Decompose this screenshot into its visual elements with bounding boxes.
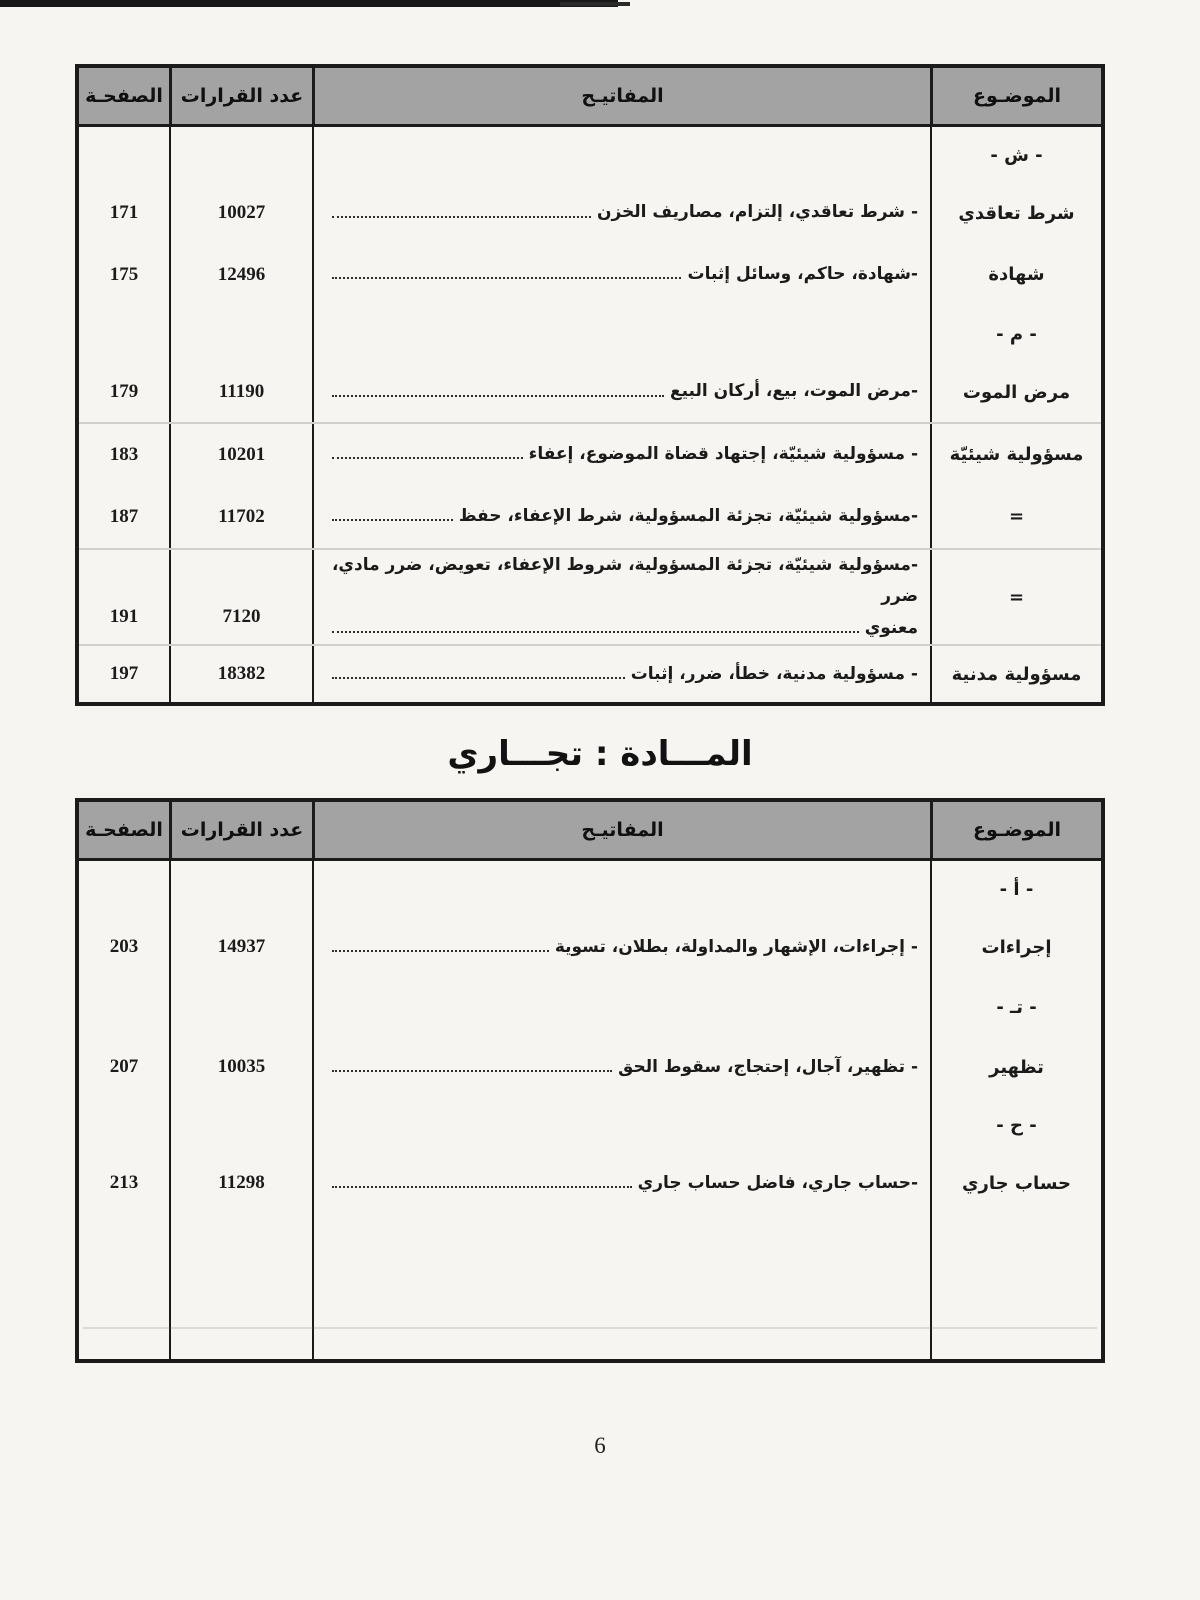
decisions-cell: [169, 977, 312, 1037]
column-header-page: الصفحـة: [85, 85, 163, 107]
dotted-leader: [332, 395, 664, 397]
keys-cell: [312, 861, 930, 917]
table-row: [79, 1037, 1101, 1097]
keys-cell: [312, 1037, 930, 1097]
table-header-row: [79, 68, 1101, 127]
section-letter-label: - م -: [996, 323, 1037, 345]
decisions-cell: [169, 1213, 312, 1359]
table-row: [79, 485, 1101, 548]
keys-text-line1: -مسؤولية شيئيّة، تجزئة المسؤولية، شروط الإعفاء، تعويض، ضرر مادي، ضرر: [331, 555, 918, 607]
page-cell: [79, 1213, 169, 1359]
keys-text-line2: معنوي: [864, 617, 918, 638]
keys-cell: [312, 362, 930, 422]
subject-cell: [930, 243, 1101, 306]
subject-cell: [930, 1213, 1101, 1359]
keys-cell: [312, 550, 930, 644]
table-row: [79, 644, 1101, 702]
page-cell: 175: [109, 263, 139, 285]
decisions-cell: 12496: [169, 243, 312, 306]
keys-text: - مسؤولية شيئيّة، إجتهاد قضاة الموضوع، إعفاء: [528, 443, 918, 464]
table-row: [79, 183, 1101, 243]
subject-label: شهادة: [988, 264, 1045, 285]
subject-cell: [930, 917, 1101, 977]
dotted-leader: [332, 1070, 612, 1072]
page-cell: 191: [109, 606, 139, 628]
keys-cell: [312, 485, 930, 548]
keys-cell: [312, 127, 930, 183]
section-row: [79, 127, 1101, 183]
page-cell: 179: [109, 381, 139, 402]
section-row: [79, 1097, 1101, 1153]
subject-cell: [930, 1037, 1101, 1097]
dotted-leader: [332, 216, 591, 218]
keys-cell: [312, 306, 930, 362]
keys-cell: [312, 917, 930, 977]
decisions-cell: [169, 1097, 312, 1153]
subject-label: مرض الموت: [962, 381, 1071, 403]
decisions-cell: 18382: [169, 646, 312, 702]
section-row: [79, 977, 1101, 1037]
dotted-leader: [332, 677, 625, 679]
subject-cell: [930, 485, 1101, 548]
decisions-cell: 10027: [169, 183, 312, 243]
section-letter-label: - ح -: [996, 1114, 1037, 1136]
keys-text: - تظهير، آجال، إحتجاج، سقوط الحق: [618, 1056, 918, 1077]
page-cell: 187: [109, 505, 139, 527]
dotted-leader: [332, 950, 549, 952]
page-cell: 213: [109, 1172, 139, 1194]
subject-cell: [930, 183, 1101, 243]
table-row: [79, 1153, 1101, 1213]
section-letter: [930, 127, 1101, 183]
keys-text: - إجراءات، الإشهار والمداولة، بطلان، تسوية: [554, 936, 918, 957]
section-letter: [930, 1097, 1101, 1153]
page-cell: [79, 977, 169, 1037]
scan-artifact-strip-2: [560, 2, 630, 6]
decisions-cell: [169, 127, 312, 183]
keys-cell: [312, 977, 930, 1037]
dotted-leader: [332, 631, 859, 633]
decisions-cell: 14937: [169, 917, 312, 977]
column-header-subject: الموضـوع: [930, 802, 1101, 858]
keys-cell: [312, 1097, 930, 1153]
subject-label: إجراءات: [981, 936, 1052, 958]
subject-label: تظهير: [989, 1056, 1044, 1078]
page-cell: 183: [109, 443, 139, 465]
keys-text: -مرض الموت، بيع، أركان البيع: [670, 381, 918, 402]
table-row: [79, 917, 1101, 977]
decisions-cell: [169, 306, 312, 362]
subject-cell: [930, 1153, 1101, 1213]
keys-text: -حساب جاري، فاضل حساب جاري: [637, 1172, 918, 1193]
keys-cell: [312, 1153, 930, 1213]
dotted-leader: [332, 519, 453, 521]
subject-cell: [930, 646, 1101, 702]
section-letter: [930, 306, 1101, 362]
decisions-cell: 10035: [169, 1037, 312, 1097]
scan-artifact-line: [83, 1327, 1097, 1329]
section-letter-label: - ش -: [990, 144, 1043, 166]
page-cell: 207: [109, 1056, 139, 1078]
decisions-cell: [169, 861, 312, 917]
section-letter-label: - تـ -: [996, 996, 1037, 1018]
keys-cell: [312, 1213, 930, 1359]
keys-cell: [312, 424, 930, 485]
page-cell: 171: [109, 202, 139, 223]
index-table-commercial: [75, 798, 1105, 1363]
subject-cell: [930, 550, 1101, 644]
keys-text: -شهادة، حاكم، وسائل إثبات: [687, 263, 918, 284]
empty-table-space: [79, 1213, 1101, 1359]
column-header-subject: الموضـوع: [930, 68, 1101, 124]
subject-label: مسؤولية مدنية: [951, 663, 1082, 685]
table-row: [79, 422, 1101, 485]
column-header-keys: المفاتيـح: [312, 68, 930, 124]
dotted-leader: [332, 1186, 632, 1188]
subject-label: مسؤولية شيئيّة: [949, 444, 1084, 465]
page-cell: [79, 861, 169, 917]
decisions-cell: 7120: [169, 550, 312, 644]
subject-label: =: [1008, 586, 1025, 608]
section-row: [79, 861, 1101, 917]
dotted-leader: [332, 277, 681, 279]
decisions-cell: 10201: [169, 424, 312, 485]
page-cell: 197: [109, 663, 139, 685]
section-letter: [930, 977, 1101, 1037]
page-number: 6: [594, 1433, 606, 1459]
column-header-decisions: عدد القرارات: [169, 802, 312, 858]
keys-cell: [312, 183, 930, 243]
subject-cell: [930, 424, 1101, 485]
decisions-cell: 11190: [169, 362, 312, 422]
section-title-commercial: المـــادة : تجـــاري: [447, 734, 753, 775]
section-row: [79, 306, 1101, 362]
subject-label: شرط تعاقدي: [958, 202, 1075, 224]
subject-label: حساب جاري: [962, 1172, 1071, 1194]
keys-cell: [312, 243, 930, 306]
column-header-decisions: عدد القرارات: [169, 68, 312, 124]
table-row: [79, 362, 1101, 422]
section-letter-label: - أ -: [999, 878, 1034, 900]
table-row: [79, 243, 1101, 306]
page-cell: [79, 127, 169, 183]
section-letter: [930, 861, 1101, 917]
column-header-keys: المفاتيـح: [312, 802, 930, 858]
subject-cell: [930, 362, 1101, 422]
page-cell: [79, 306, 169, 362]
table-header-row: [79, 802, 1101, 861]
scan-artifact-strip: [0, 0, 618, 7]
table-row: [79, 548, 1101, 644]
decisions-cell: 11702: [169, 485, 312, 548]
keys-text: - شرط تعاقدي، إلتزام، مصاريف الخزن: [596, 202, 918, 223]
page-cell: 203: [109, 936, 139, 958]
keys-text: -مسؤولية شيئيّة، تجزئة المسؤولية، شرط الإعفاء، حفظ: [458, 505, 918, 526]
column-header-page: الصفحـة: [85, 819, 163, 842]
dotted-leader: [332, 457, 523, 459]
decisions-cell: 11298: [169, 1153, 312, 1213]
keys-text: - مسؤولية مدنية، خطأ، ضرر، إثبات: [630, 663, 918, 684]
index-table-civil: [75, 64, 1105, 706]
keys-cell: [312, 646, 930, 702]
page-cell: [79, 1097, 169, 1153]
subject-label: =: [1008, 506, 1025, 527]
